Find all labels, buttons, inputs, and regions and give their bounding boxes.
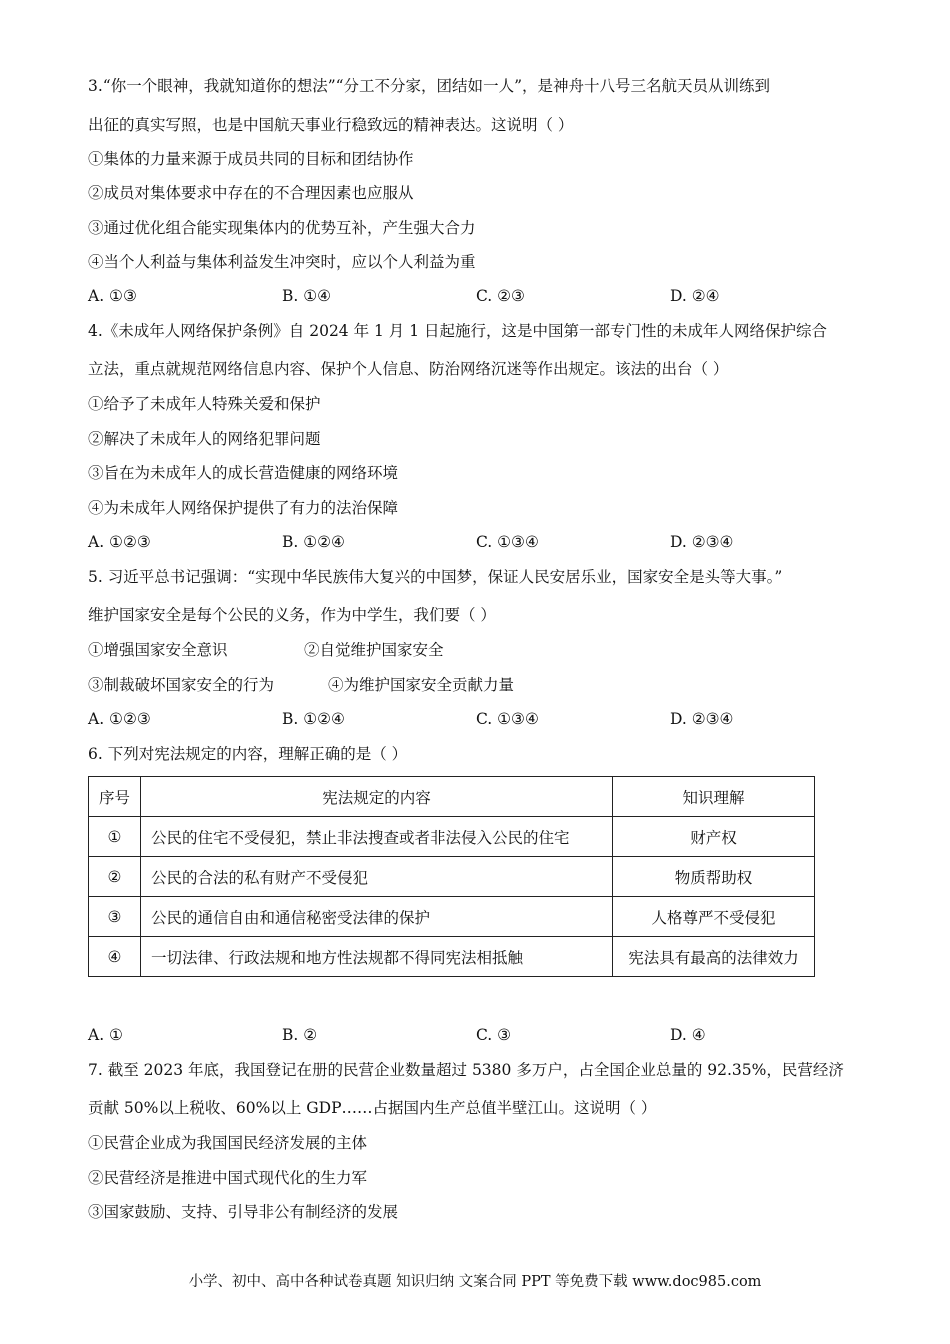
- q6-option-a: A. ①: [88, 1026, 123, 1044]
- row-content: 公民的通信自由和通信秘密受法律的保护: [141, 897, 613, 937]
- q7-item-2: ②民营经济是推进中国式现代化的生力军: [88, 1169, 368, 1187]
- q3-item-1: ①集体的力量来源于成员共同的目标和团结协作: [88, 150, 414, 168]
- q3-option-b: B. ①④: [282, 287, 332, 305]
- q7-item-3: ③国家鼓励、支持、引导非公有制经济的发展: [88, 1203, 399, 1221]
- table-header-row: [89, 777, 815, 817]
- q4-option-d: D. ②③④: [670, 533, 734, 551]
- row-knowledge: 财产权: [613, 817, 815, 857]
- q4-item-2: ②解决了未成年人的网络犯罪问题: [88, 430, 321, 448]
- q5-item-3: ③制裁破坏国家安全的行为: [88, 676, 275, 694]
- q4-stem-line2: 立法，重点就规范网络信息内容、保护个人信息、防治网络沉迷等作出规定。该法的出台（ ）: [88, 360, 729, 378]
- q5-item-1: ①增强国家安全意识: [88, 641, 228, 659]
- table-row: [89, 937, 815, 977]
- q4-item-4: ④为未成年人网络保护提供了有力的法治保障: [88, 499, 399, 517]
- page-footer: 小学、初中、高中各种试卷真题 知识归纳 文案合同 PPT 等免费下载 www.doc985.com: [188, 1274, 762, 1290]
- q7-stem-line2: 贡献 50%以上税收、60%以上 GDP……占据国内生产总值半壁江山。这说明（ ）: [88, 1099, 657, 1117]
- q3-stem-line2: 出征的真实写照，也是中国航天事业行稳致远的精神表达。这说明（ ）: [88, 116, 574, 134]
- q5-option-a: A. ①②③: [88, 710, 151, 728]
- q6-stem: 6. 下列对宪法规定的内容，理解正确的是（ ）: [88, 745, 408, 763]
- q4-option-c: C. ①③④: [476, 533, 539, 551]
- table-row: [89, 857, 815, 897]
- q4-item-3: ③旨在为未成年人的成长营造健康的网络环境: [88, 464, 399, 482]
- q7-stem-line1: 7. 截至 2023 年底，我国登记在册的民营企业数量超过 5380 多万户，占全国企业总量的 92.35%，民营经济: [88, 1061, 844, 1079]
- row-knowledge: 宪法具有最高的法律效力: [613, 937, 815, 977]
- q3-item-2: ②成员对集体要求中存在的不合理因素也应服从: [88, 184, 414, 202]
- q7-item-1: ①民营企业成为我国国民经济发展的主体: [88, 1134, 368, 1152]
- q5-item-2: ②自觉维护国家安全: [304, 641, 444, 659]
- row-knowledge: 人格尊严不受侵犯: [613, 897, 815, 937]
- row-content: 一切法律、行政法规和地方性法规都不得同宪法相抵触: [141, 937, 613, 977]
- header-knowledge: 知识理解: [613, 777, 815, 817]
- q5-stem-line1: 5. 习近平总书记强调：“实现中华民族伟大复兴的中国梦，保证人民安居乐业，国家安全是头等大事。”: [88, 568, 783, 586]
- q4-option-b: B. ①②④: [282, 533, 345, 551]
- q3-stem-line1: 3.“你一个眼神，我就知道你的想法”“分工不分家，团结如一人”，是神舟十八号三名航天员从训练到: [88, 77, 770, 95]
- q3-option-a: A. ①③: [88, 287, 137, 305]
- q3-item-4: ④当个人利益与集体利益发生冲突时，应以个人利益为重: [88, 253, 476, 271]
- row-content: 公民的住宅不受侵犯，禁止非法搜查或者非法侵入公民的住宅: [141, 817, 613, 857]
- q3-option-c: C. ②③: [476, 287, 525, 305]
- q5-item-4: ④为维护国家安全贡献力量: [328, 676, 515, 694]
- q3-option-d: D. ②④: [670, 287, 720, 305]
- row-knowledge: 物质帮助权: [613, 857, 815, 897]
- constitution-table: [88, 776, 815, 977]
- row-number: ①: [89, 817, 141, 857]
- row-number: ④: [89, 937, 141, 977]
- q6-option-d: D. ④: [670, 1026, 706, 1044]
- row-number: ②: [89, 857, 141, 897]
- row-content: 公民的合法的私有财产不受侵犯: [141, 857, 613, 897]
- q6-option-c: C. ③: [476, 1026, 512, 1044]
- table-row: [89, 897, 815, 937]
- q5-option-b: B. ①②④: [282, 710, 345, 728]
- table-row: [89, 817, 815, 857]
- q3-item-3: ③通过优化组合能实现集体内的优势互补，产生强大合力: [88, 219, 476, 237]
- q5-option-d: D. ②③④: [670, 710, 734, 728]
- q4-stem-line1: 4.《未成年人网络保护条例》自 2024 年 1 月 1 日起施行，这是中国第一部专门性的未成年人网络保护综合: [88, 322, 828, 340]
- row-number: ③: [89, 897, 141, 937]
- header-content: 宪法规定的内容: [141, 777, 613, 817]
- header-number: 序号: [89, 777, 141, 817]
- q4-option-a: A. ①②③: [88, 533, 151, 551]
- q5-option-c: C. ①③④: [476, 710, 539, 728]
- q5-stem-line2: 维护国家安全是每个公民的义务，作为中学生，我们要（ ）: [88, 606, 496, 624]
- q4-item-1: ①给予了未成年人特殊关爱和保护: [88, 395, 321, 413]
- q6-option-b: B. ②: [282, 1026, 318, 1044]
